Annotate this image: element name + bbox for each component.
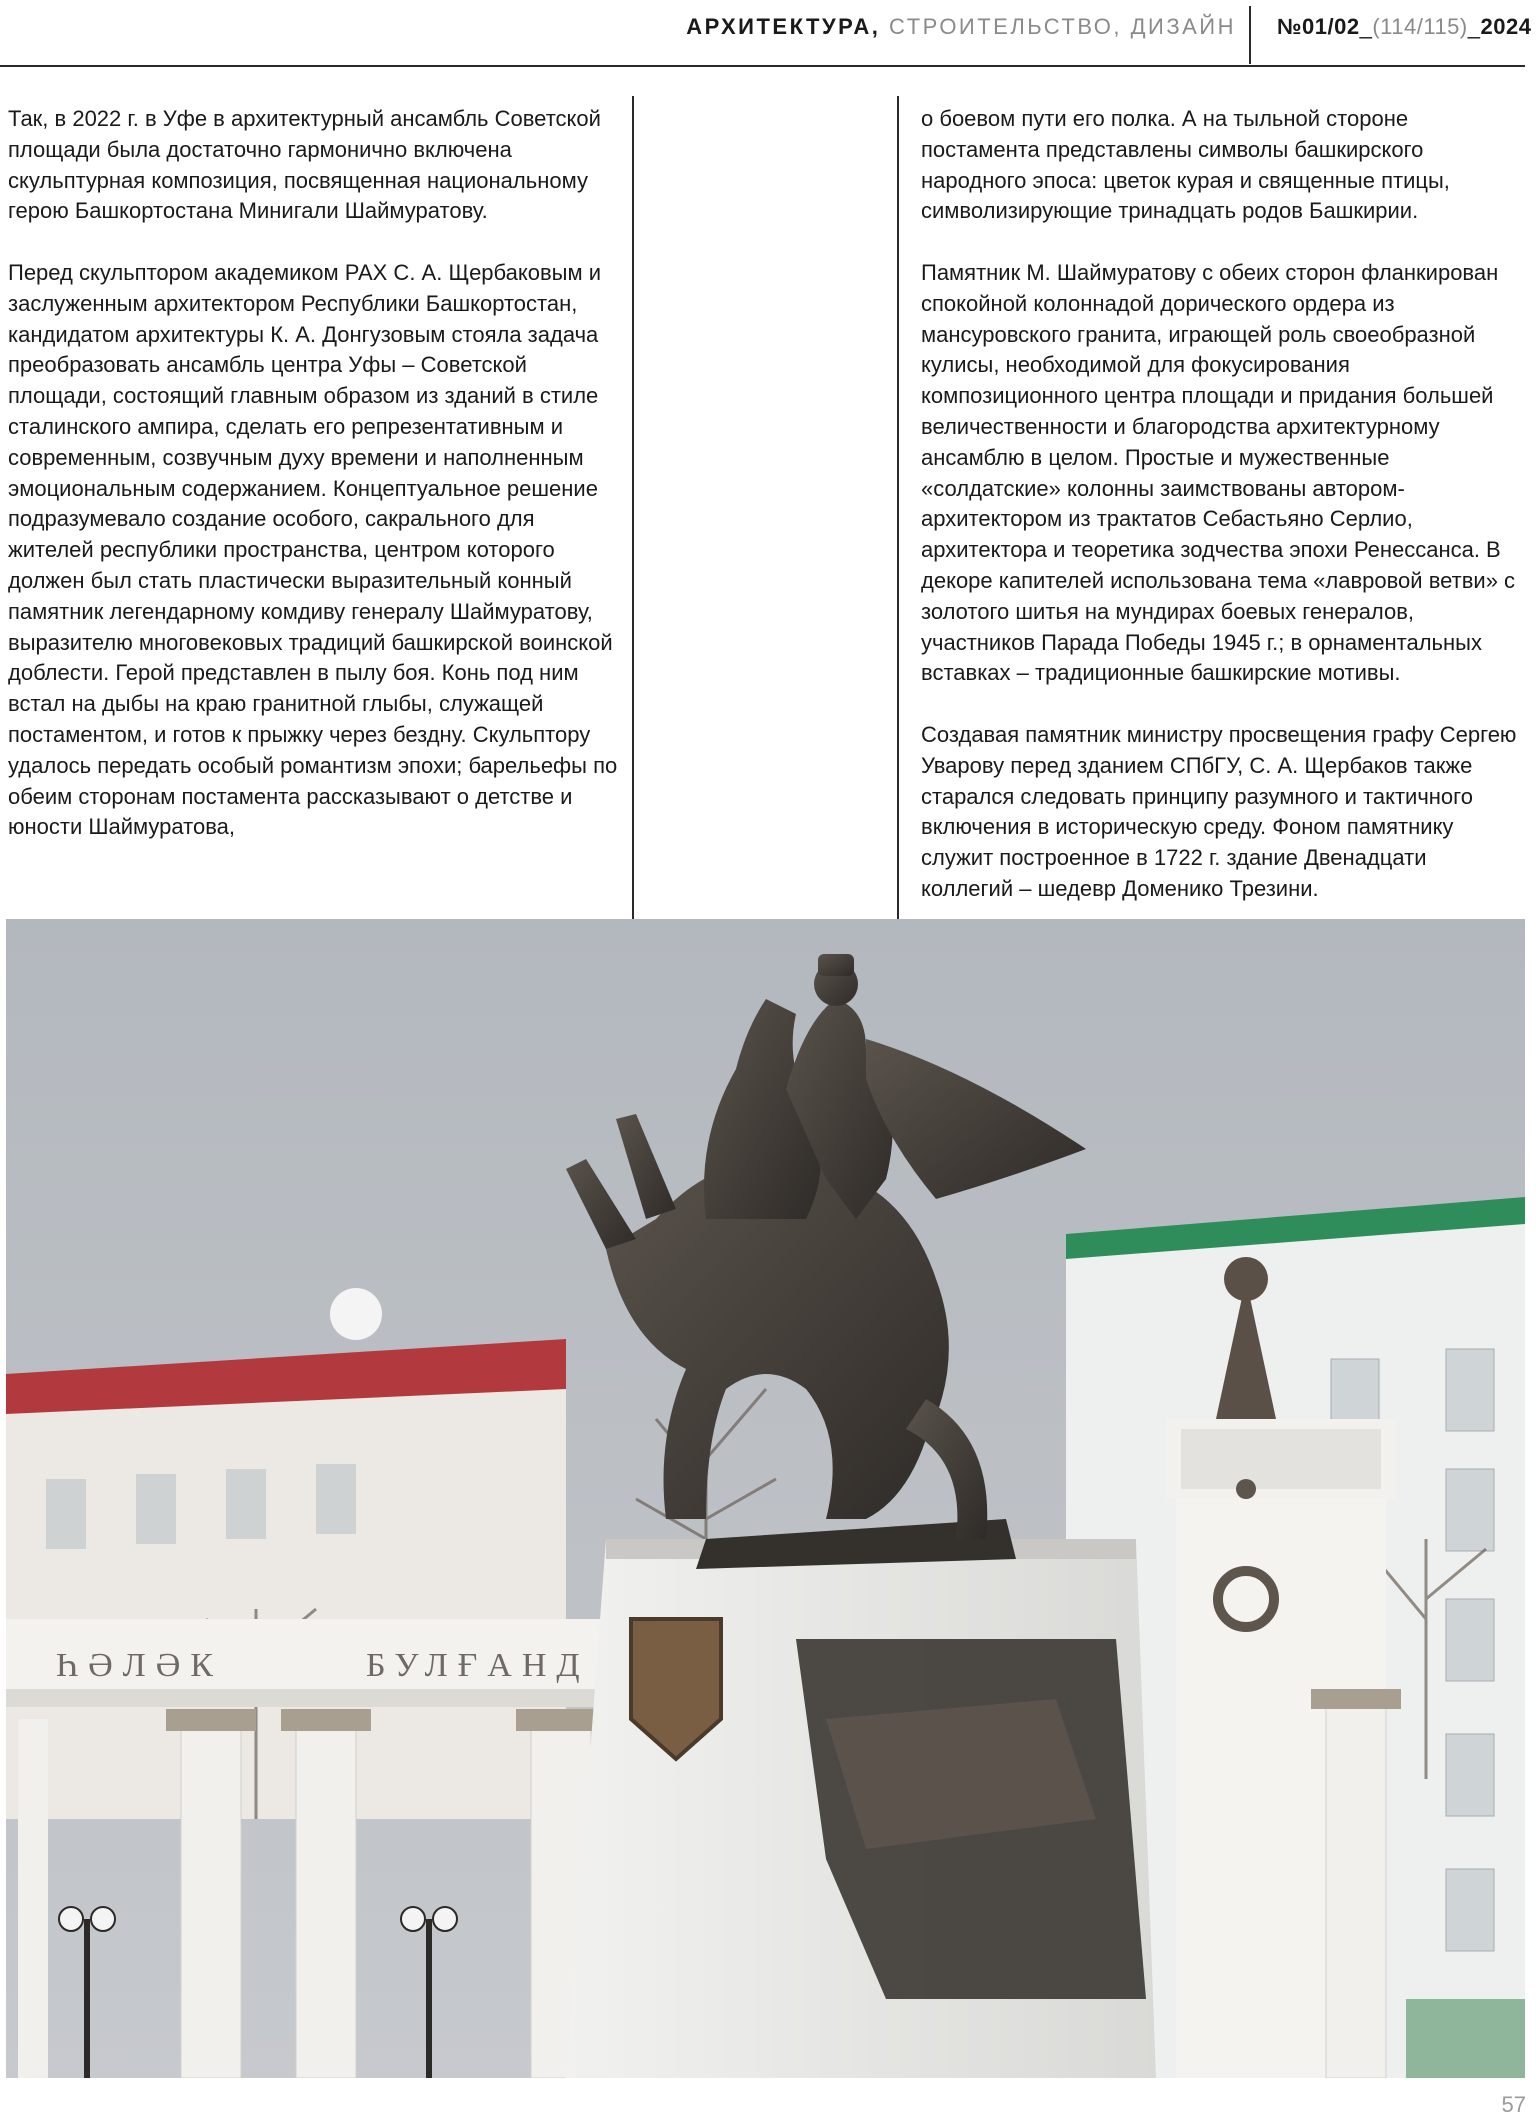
- section-title-primary: АРХИТЕКТУРА,: [686, 14, 881, 39]
- column-rule-left: [632, 96, 634, 919]
- section-title-secondary: СТРОИТЕЛЬСТВО, ДИЗАЙН: [880, 14, 1236, 39]
- issue-separator: _: [1359, 14, 1373, 39]
- colonnade-inscription-right: БУЛҒАНД: [366, 1647, 590, 1684]
- paragraph: Создавая памятник министру просвещения графу Сергею Уварову перед зданием СПбГУ, С. А. Щербаков также старался следовать принципу разумного и тактичного включения в историческую среду. Фоном памятнику служит построенное в 1722 г. здание Двенадцати коллегий – шедевр Доменико Трезини.: [921, 721, 1517, 901]
- issue-range: (114/115): [1372, 14, 1468, 39]
- text-column-left: [8, 104, 620, 843]
- page-header: [0, 0, 1536, 66]
- paragraph: Так, в 2022 г. в Уфе в архитектурный ансамбль Советской площади была достаточно гармонично включена скульптурная композиция, посвященная национальному герою Башкортостана Минигали Шаймуратову.: [8, 106, 601, 224]
- issue-label: [1277, 14, 1531, 40]
- monument-photo: [6, 919, 1525, 2078]
- issue-year: 2024: [1480, 14, 1532, 39]
- page-number: 57: [1501, 2092, 1526, 2117]
- text-column-right: [921, 104, 1521, 905]
- section-title: [686, 14, 1236, 40]
- paragraph: Памятник М. Шаймуратову с обеих сторон фланкирован спокойной колоннадой дорического ордера из мансуровского гранита, играющей роль своеобразной кулисы, необходимой для фокусирования композиционного центра площади и придания большей величественности и благородства архитектурному ансамблю в целом. Простые и мужественные «солдатские» колонны заимствованы автором-архитектором из трактатов Себастьяно Серлио, архитектора и теоретика зодчества эпохи Ренессанса. В декоре капителей использована тема «лавровой ветви» с золотого шитья на мундирах боевых генералов, участников Парада Победы 1945 г.; в орнаментальных вставках – традиционные башкирские мотивы.: [921, 259, 1516, 686]
- header-rule: [0, 65, 1525, 67]
- column-rule-right: [897, 96, 899, 919]
- colonnade-inscription-left: ҺƏЛƏК: [56, 1647, 223, 1684]
- header-divider: [1249, 6, 1251, 64]
- paragraph: о боевом пути его полка. А на тыльной стороне постамента представлены символы башкирского народного эпоса: цветок курая и священные птицы, символизирующие тринадцать родов Башкирии.: [921, 106, 1450, 224]
- pedestal: [566, 1539, 1156, 2078]
- issue-number: №01/02: [1277, 14, 1360, 39]
- paragraph: Перед скульптором академиком РАХ С. А. Щербаковым и заслуженным архитектором Республики Башкортостан, кандидатом архитектуры К. А. Донгузовым стояла задача преобразовать ансамбль центра Уфы – Советской площади, состоящий главным образом из зданий в стиле сталинского ампира, сделать его репрезентативным и современным, созвучным духу времени и наполненным эмоциональным содержанием. Концептуальное решение подразумевало создание особого, сакрального для жителей республики пространства, центром которого должен был стать пластически выразительный конный памятник легендарному комдиву генералу Шаймуратову, выразителю многовековых традиций башкирской воинской доблести. Герой представлен в пылу боя. Конь под ним встал на дыбы на краю гранитной глыбы, служащей постаментом, и готов к прыжку через бездну. Скульптору удалось передать особый романтизм эпохи; барельефы по обеим сторонам постамента рассказывают о детстве и юности Шаймуратова,: [8, 259, 618, 840]
- issue-separator: _: [1467, 14, 1481, 39]
